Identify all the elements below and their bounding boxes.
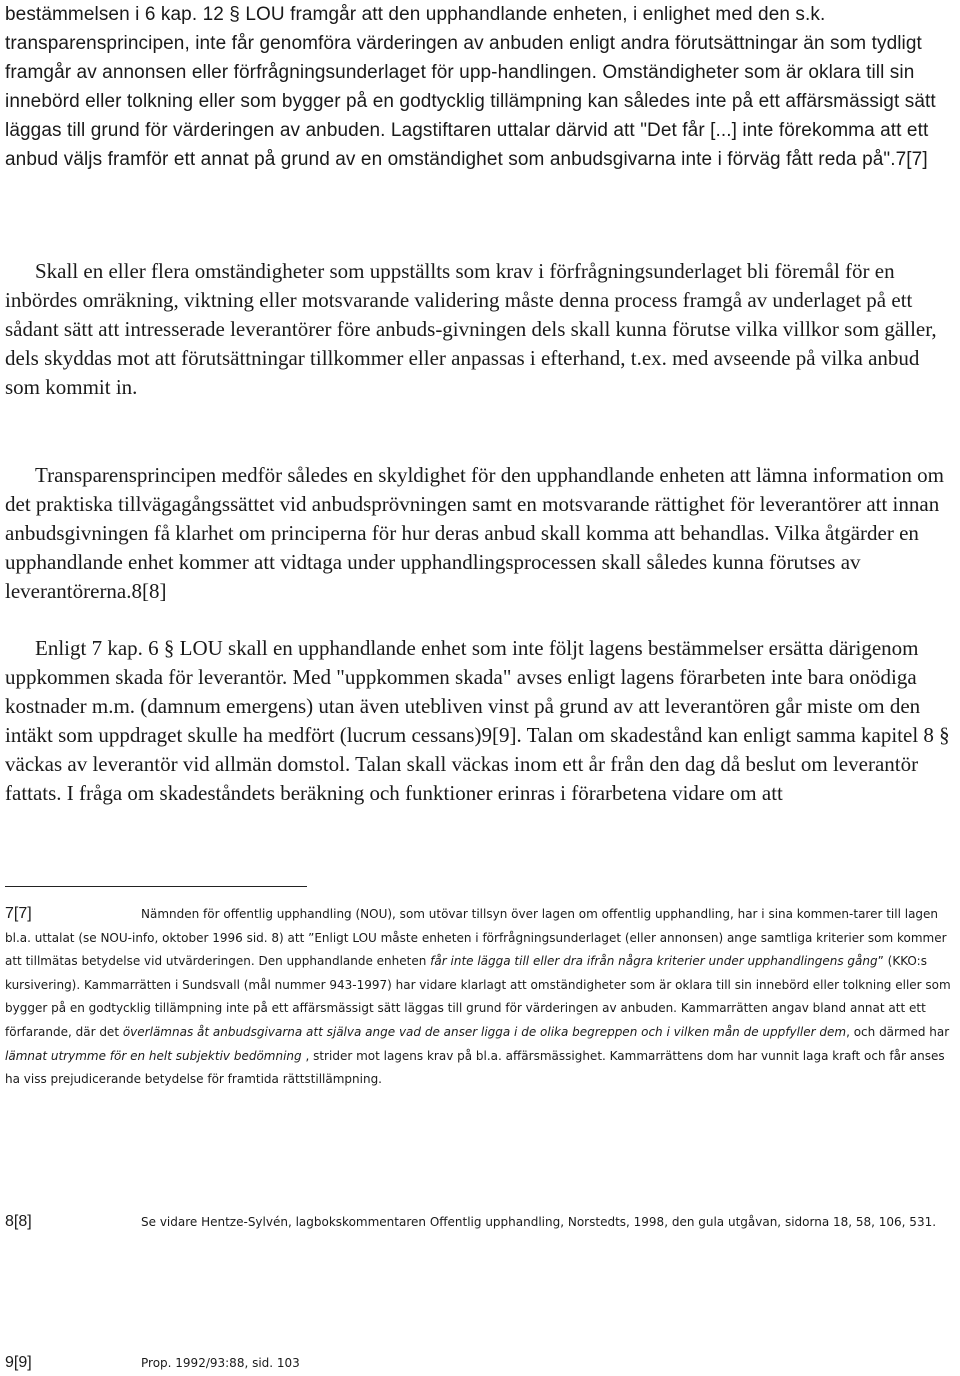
footnote-9 xyxy=(5,1351,955,1376)
footnote-8-mark: 8[8] xyxy=(5,1213,32,1230)
footnote-7-text-c: , och därmed har xyxy=(846,1024,950,1039)
paragraph-transparency xyxy=(5,461,955,606)
paragraph-damages-text: Enligt 7 kap. 6 § LOU skall en upphandlande enhet som inte följt lagens bestämmelser ersätta därigenom uppkommen skada för leverantör. Med "uppkommen skada" avses enligt lagens förarbeten inte bara onödiga kostnader m.m. (damnum emergens) utan även utebliven vinst på grund av att leverantören går miste om den intäkt som uppdraget skulle ha medfört (lucrum cessans)9[9]. Talan om skadestånd kan enligt samma kapitel 8 § väckas av leverantör vid allmän domstol. Talan skall väckas inom ett år från den dag då beslut om leverantör fattats. I fråga om skadeståndets beräkning och funktioner erinras i förarbetena vidare om att xyxy=(5,636,950,805)
footnote-7-italic-b: överlämnas åt anbudsgivarna att själva ange vad de anser ligga i de olika begreppen och i vilken mån de uppfyller dem xyxy=(122,1024,847,1039)
paragraph-requirements xyxy=(5,257,955,402)
footnote-7-text-b: ” (KKO:s kursivering). Kammarrätten i Sundsvall (mål nummer 943-1997) har vidare klarlagt att omständigheter som är oklara till sin innebörd eller tolkning eller som bygger på en godtycklig tillämpning inte på ett affärsmässigt sätt läggas till grund för värderingen av anbuden. Kammarrätten angav bland annat att ett förfarande, där det xyxy=(5,954,951,1039)
footnote-7-text-a: Nämnden för offentlig upphandling (NOU), som utövar tillsyn över lagen om offentlig upphandling, har i sina kommen-tarer till lagen bl.a. uttalat (se NOU-info, oktober 1996 sid. 8) att ”Enligt LOU måste enheten i förfrågningsunderlaget (eller annonsen) ange samtliga kriterier som kommer att tillmätas betydelse vid utvärderingen. Den upphandlande enheten xyxy=(5,907,947,969)
footnote-9-mark: 9[9] xyxy=(5,1354,32,1371)
footnote-9-text: Prop. 1992/93:88, sid. 103 xyxy=(141,1356,300,1370)
footnote-separator xyxy=(5,886,307,887)
intro-paragraph: bestämmelsen i 6 kap. 12 § LOU framgår att den upphandlande enheten, i enlighet med den s.k. transparensprincipen, inte får genomföra värderingen av anbuden enligt andra förutsättningar än som tydligt framgår av annonsen eller förfrågningsunderlaget för upp-handlingen. Omständigheter som är oklara till sin innebörd eller tolkning eller som bygger på en godtycklig tillämpning kan således inte på ett affärsmässigt sätt läggas till grund för värderingen av anbuden. Lagstiftaren uttalar därvid att "Det får [...] inte förekomma att ett anbud väljs framför ett annat på grund av en omständighet som anbudsgivarna inte i förväg fått reda på".7[7] xyxy=(5,4,936,170)
footnote-8 xyxy=(5,1210,955,1235)
paragraph-damages xyxy=(5,634,955,808)
paragraph-transparency-text: Transparensprincipen medför således en skyldighet för den upphandlande enheten att lämna information om det praktiska tillvägagångssättet vid anbudsprövningen samt en motsvarande rättighet för leverantörer att innan anbudsgivningen få klarhet om principerna för hur deras anbud skall komma att behandlas. Vilka åtgärder en upphandlande enhet kommer att vidtaga under upphandlingsprocessen skall således kunna förutses av leverantörerna.8[8] xyxy=(5,463,944,603)
footnote-7-italic-a: får inte lägga till eller dra ifrån några kriterier under upphandlingens gång xyxy=(430,954,878,969)
paragraph-requirements-text: Skall en eller flera omständigheter som uppställts som krav i förfrågningsunderlaget bli föremål för en inbördes omräkning, viktning eller motsvarande validering måste denna process framgå av underlaget på ett sådant sätt att intresserade leverantörer före anbuds-givningen dels skall kunna förutse vilka villkor som gäller, dels skyddas mot att förutsättningar tillkommer eller anpassas i efterhand, t.ex. med avseende på vilka anbud som kommit in. xyxy=(5,259,937,399)
footnote-7-mark: 7[7] xyxy=(5,905,32,922)
footnote-7 xyxy=(5,902,955,1092)
footnote-8-text: Se vidare Hentze-Sylvén, lagbokskommentaren Offentlig upphandling, Norstedts, 1998, den gula utgåvan, sidorna 18, 58, 106, 531. xyxy=(141,1215,937,1229)
footnote-7-text-d: , strider mot lagens krav på bl.a. affärsmässighet. Kammarrättens dom har vunnit laga kraft och får anses ha viss prejudicerande betydelse för framtida rättstillämpning. xyxy=(5,1048,945,1087)
footnote-7-italic-c: lämnat utrymme för en helt subjektiv bedömning xyxy=(5,1048,302,1063)
